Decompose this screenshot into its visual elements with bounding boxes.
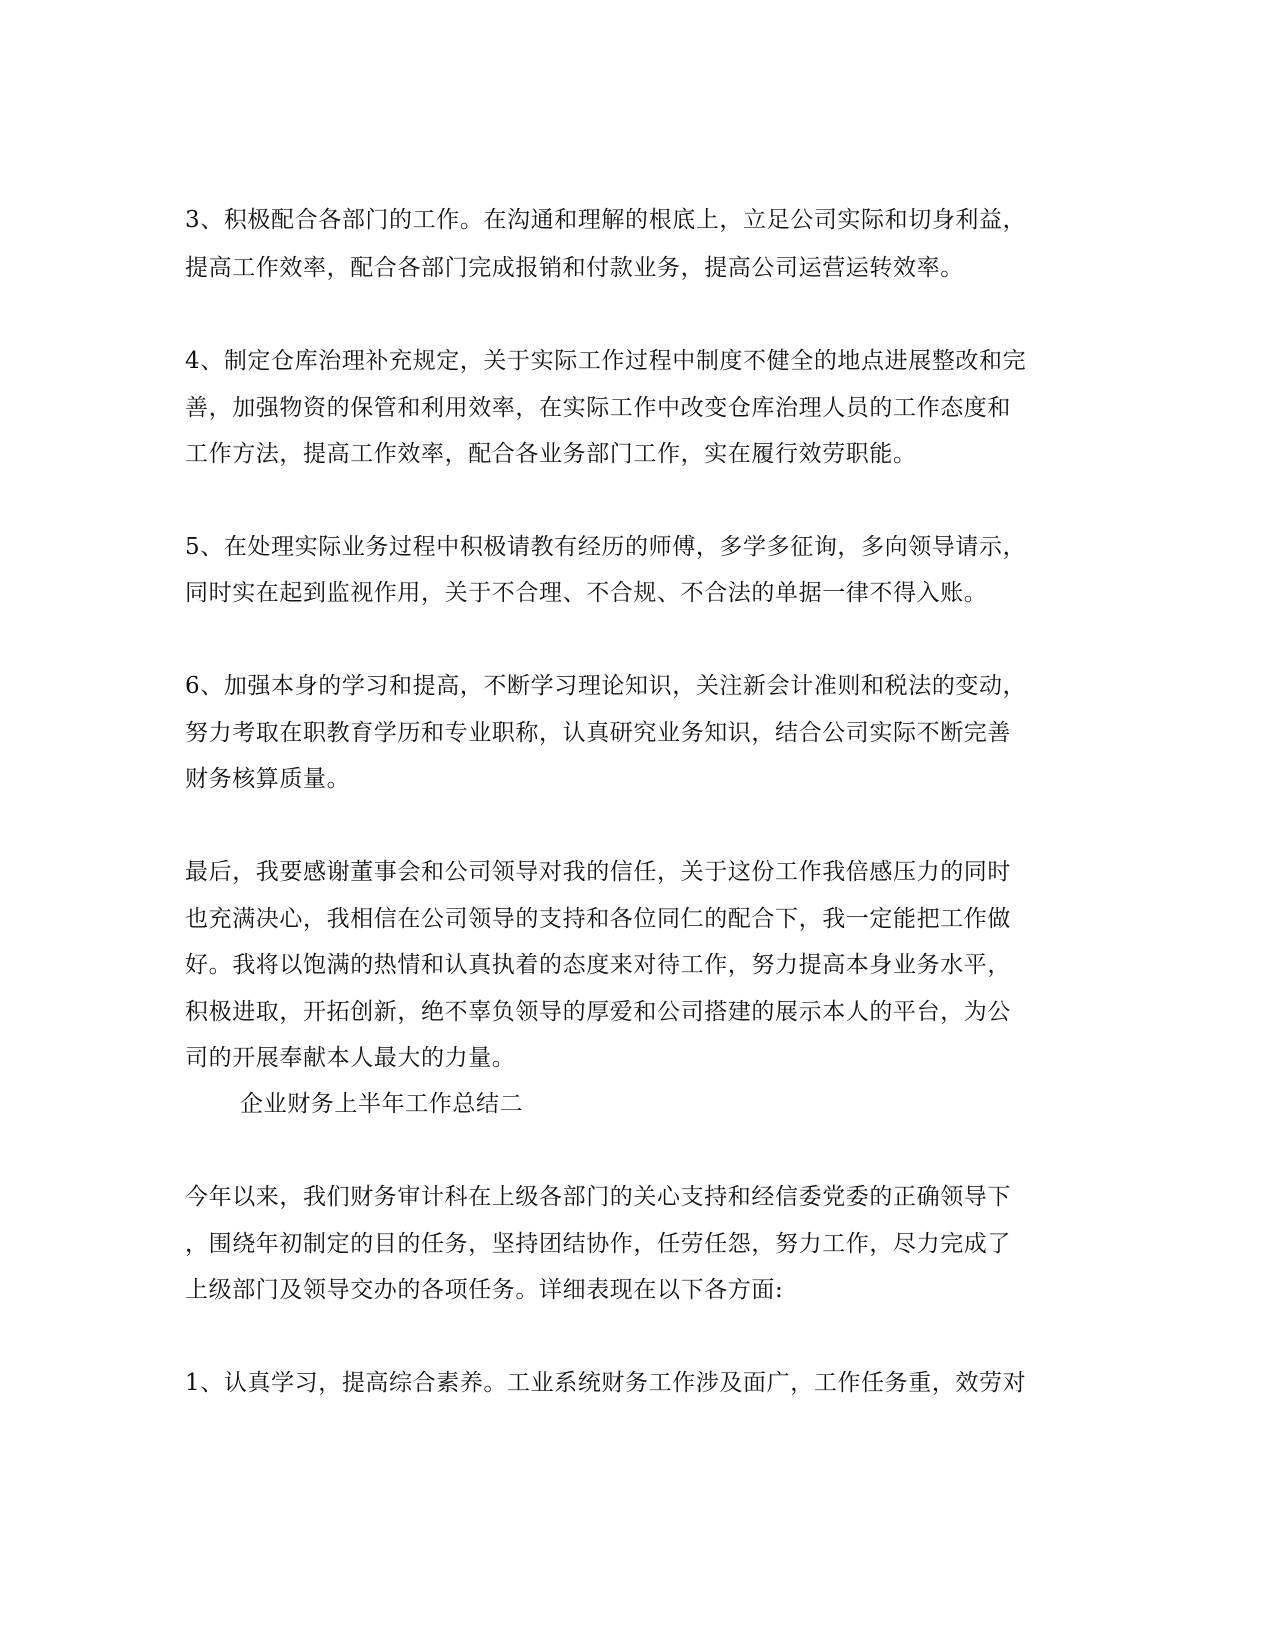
closing-line-4: 积极进取，开拓创新，绝不辜负领导的厚爱和公司搭建的展示本人的平台，为公 xyxy=(185,999,1011,1025)
paragraph-4-line-1: 4、制定仓库治理补充规定，关于实际工作过程中制度不健全的地点进展整改和完 xyxy=(185,348,1027,374)
paragraph-3-line-1: 3、积极配合各部门的工作。在沟通和理解的根底上，立足公司实际和切身利益， xyxy=(185,207,1027,233)
item-1-line-1: 1、认真学习，提高综合素养。工业系统财务工作涉及面广，工作任务重，效劳对 xyxy=(185,1370,1027,1396)
intro-line-2: ，围绕年初制定的目的任务，坚持团结协作，任劳任怨，努力工作，尽力完成了 xyxy=(185,1231,1011,1257)
intro-line-1: 今年以来，我们财务审计科在上级各部门的关心支持和经信委党委的正确领导下 xyxy=(185,1184,1011,1210)
intro-line-3: 上级部门及领导交办的各项任务。详细表现在以下各方面: xyxy=(185,1277,784,1303)
section-heading: 企业财务上半年工作总结二 xyxy=(240,1091,524,1117)
closing-line-2: 也充满决心，我相信在公司领导的支持和各位同仁的配合下，我一定能把工作做 xyxy=(185,906,1011,932)
closing-line-5: 司的开展奉献本人最大的力量。 xyxy=(185,1045,516,1071)
paragraph-6-line-3: 财务核算质量。 xyxy=(185,766,351,792)
closing-line-1: 最后，我要感谢董事会和公司领导对我的信任，关于这份工作我倍感压力的同时 xyxy=(185,859,1011,885)
paragraph-3-line-2: 提高工作效率，配合各部门完成报销和付款业务，提高公司运营运转效率。 xyxy=(185,255,964,281)
paragraph-6-line-2: 努力考取在职教育学历和专业职称，认真研究业务知识，结合公司实际不断完善 xyxy=(185,720,1011,746)
closing-line-3: 好。我将以饱满的热情和认真执着的态度来对待工作，努力提高本身业务水平， xyxy=(185,952,1011,978)
paragraph-4-line-3: 工作方法，提高工作效率，配合各业务部门工作，实在履行效劳职能。 xyxy=(185,441,917,467)
paragraph-4-line-2: 善，加强物资的保管和利用效率，在实际工作中改变仓库治理人员的工作态度和 xyxy=(185,395,1011,421)
paragraph-5-line-1: 5、在处理实际业务过程中积极请教有经历的师傅，多学多征询，多向领导请示， xyxy=(185,534,1027,560)
paragraph-5-line-2: 同时实在起到监视作用，关于不合理、不合规、不合法的单据一律不得入账。 xyxy=(185,580,988,606)
paragraph-6-line-1: 6、加强本身的学习和提高，不断学习理论知识，关注新会计准则和税法的变动， xyxy=(185,673,1027,699)
